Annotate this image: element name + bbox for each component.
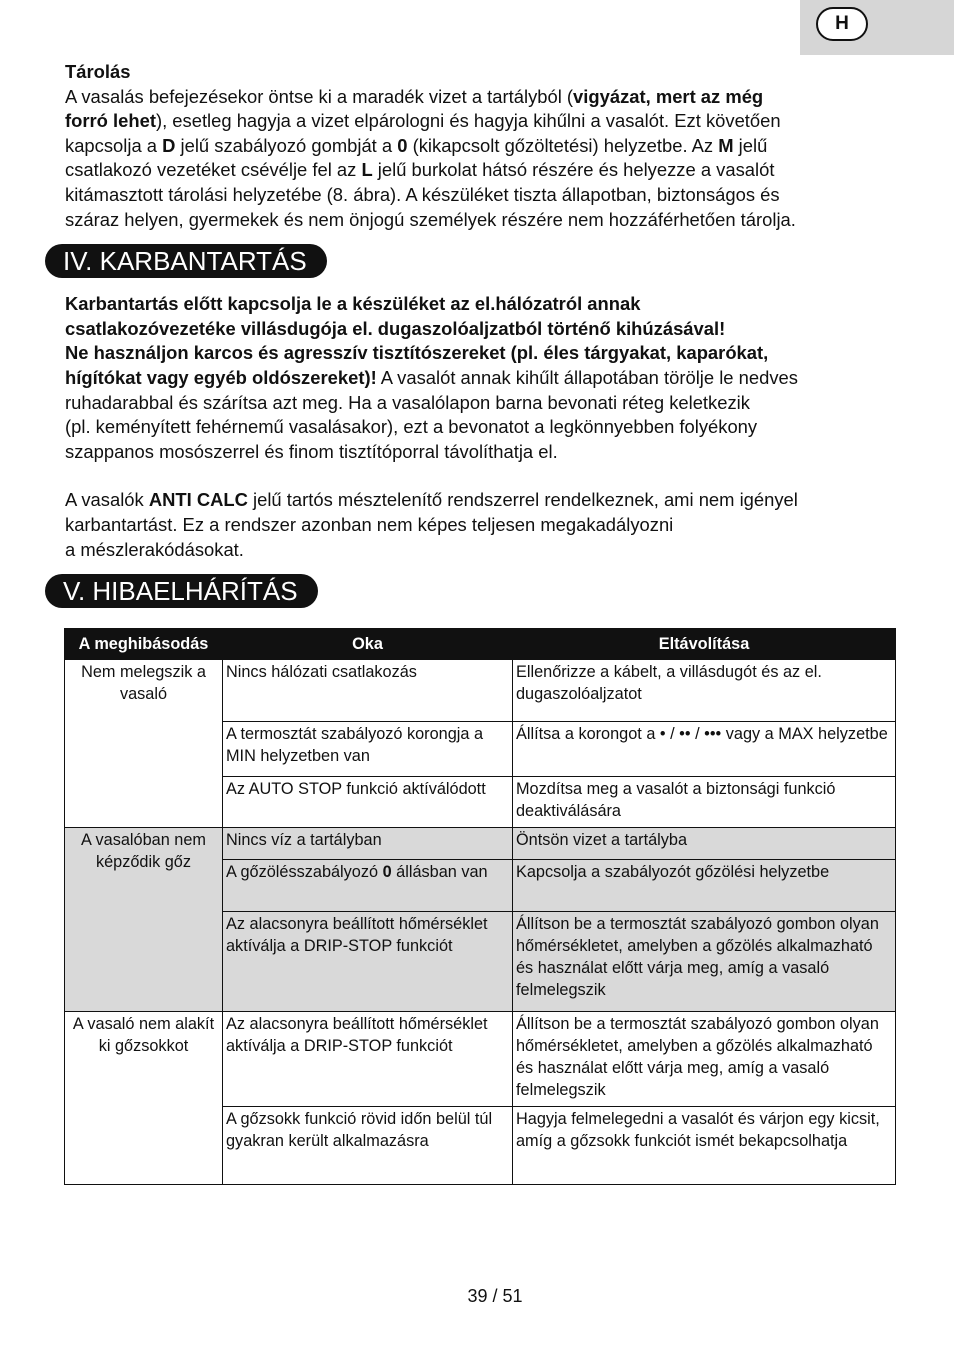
cause-cell: Az alacsonyra beállított hőmérséklet aktíválja a DRIP-STOP funkciót — [223, 912, 513, 1012]
maintenance-text: karbantartást. Ez a rendszer azonban nem képes teljesen megakadályozni — [65, 513, 674, 535]
language-tab — [800, 0, 954, 55]
fix-cell: Állítson be a termosztát szabályozó gombon olyan hőmérsékletet, amelyben a gőzölés alkalmazható és használat előtt várja meg, amíg a vasaló felmelegszik — [513, 912, 896, 1012]
anti-calc-paragraph — [65, 488, 895, 562]
maintenance-text: a mészlerakódásokat. — [65, 538, 244, 560]
cause-cell: Az AUTO STOP funkció aktíválódott — [223, 777, 513, 828]
storage-text: kitámasztott tárolási helyzetébe (8. ábra). A készüléket tiszta állapotban, biztonságos és — [65, 183, 780, 205]
cause-cell: A termosztát szabályozó korongja a MIN helyzetben van — [223, 722, 513, 777]
cause-text: A gőzölésszabályozó — [226, 863, 383, 881]
maintenance-warning: csatlakozóvezetéke villásdugója el. dugaszolóaljzatból történő kihúzásával! — [65, 317, 726, 339]
storage-text: száraz helyen, gyermekek és nem önjogú személyek részére nem hozzáférhetően tárolja. — [65, 208, 796, 230]
cause-cell — [223, 860, 513, 912]
fix-cell: Mozdítsa meg a vasalót a biztonsági funkció deaktiválására — [513, 777, 896, 828]
column-header-cause: Oka — [223, 629, 513, 660]
fix-cell: Állítson be a termosztát szabályozó gombon olyan hőmérsékletet, amelyben a gőzölés alkalmazható és használat előtt várja meg, amíg a vasaló felmelegszik — [513, 1012, 896, 1107]
document-body — [65, 60, 895, 608]
column-header-fix: Eltávolítása — [513, 629, 896, 660]
cause-text: állásban van — [391, 863, 488, 881]
fix-cell: Hagyja felmelegedni a vasalót és várjon egy kicsit, amíg a gőzsokk funkciót ismét bekapcsolhatja — [513, 1107, 896, 1185]
column-header-fault: A meghibásodás — [65, 629, 223, 660]
maintenance-text: ruhadarabbal és szárítsa azt meg. Ha a vasalólapon barna bevonati réteg keletkezik — [65, 391, 750, 413]
table-header-row — [65, 629, 896, 660]
fault-cell: Nem melegszik a vasaló — [65, 660, 223, 828]
maintenance-text: jelű tartós mésztelenítő rendszerrel rendelkeznek, ami nem igényel — [247, 489, 798, 511]
troubleshooting-table — [64, 628, 896, 1185]
control-label-m: M — [718, 134, 734, 156]
control-label-l: L — [361, 159, 373, 181]
maintenance-warning: Ne használjon karcos és agresszív tisztítószereket (pl. éles tárgyakat, kaparókat, — [65, 342, 769, 364]
fix-cell: Ellenőrizze a kábelt, a villásdugót és az el. dugaszolóaljzatot — [513, 660, 896, 722]
storage-text: ), esetleg hagyja a vizet elpárologni és hagyja kihűlni a vasalót. Ezt követően — [155, 110, 781, 132]
maintenance-warning: hígítókat vagy egyéb oldószereket)! — [65, 366, 377, 388]
storage-text: (kikapcsolt gőzöltetési) helyzetbe. Az — [407, 134, 719, 156]
fix-cell: Öntsön vizet a tartályba — [513, 828, 896, 860]
storage-text: jelű szabályozó gombját a — [175, 134, 398, 156]
storage-section — [65, 60, 895, 232]
maintenance-text: (pl. keményített fehérnemű vasalásakor), ezt a bevonatot a legkönnyebben folyékony — [65, 416, 758, 438]
maintenance-heading: IV. KARBANTARTÁS — [45, 244, 327, 278]
control-label-d: D — [162, 134, 176, 156]
maintenance-text: A vasalók — [65, 489, 149, 511]
cause-cell: Nincs hálózati csatlakozás — [223, 660, 513, 722]
storage-warning: vigyázat, mert az még — [573, 85, 764, 107]
maintenance-section — [65, 292, 895, 464]
fix-cell: Kapcsolja a szabályozót gőzölési helyzetbe — [513, 860, 896, 912]
storage-title: Tárolás — [65, 61, 131, 82]
position-zero: 0 — [397, 134, 408, 156]
table-row — [65, 1012, 896, 1107]
maintenance-text: szappanos mosószerrel és finom tisztítóporral távolíthatja el. — [65, 440, 558, 462]
maintenance-warning: Karbantartás előtt kapcsolja le a készüléket az el.hálózatról annak — [65, 293, 641, 315]
table-row — [65, 828, 896, 860]
anti-calc-label: ANTI CALC — [148, 489, 248, 511]
fault-cell: A vasalóban nem képződik gőz — [65, 828, 223, 1012]
storage-text: csatlakozó vezetéket csévélje fel az — [65, 159, 362, 181]
cause-cell: Nincs víz a tartályban — [223, 828, 513, 860]
table-row — [65, 660, 896, 722]
language-badge: H — [816, 7, 868, 41]
storage-warning: forró lehet — [65, 110, 156, 132]
maintenance-text: A vasalót annak kihűlt állapotában törölje le nedves — [376, 366, 798, 388]
storage-text: jelű burkolat hátsó részére és helyezze a vasalót — [372, 159, 775, 181]
storage-text: jelű — [733, 134, 768, 156]
cause-cell: Az alacsonyra beállított hőmérséklet aktíválja a DRIP-STOP funkciót — [223, 1012, 513, 1107]
page-number: 39 / 51 — [467, 1286, 523, 1306]
fault-cell: A vasaló nem alakít ki gőzsokkot — [65, 1012, 223, 1185]
storage-text: kapcsolja a — [65, 134, 163, 156]
troubleshooting-heading: V. HIBAELHÁRÍTÁS — [45, 574, 318, 608]
storage-text: A vasalás befejezésekor öntse ki a maradék vizet a tartályból ( — [65, 85, 574, 107]
position-zero: 0 — [382, 863, 392, 881]
fix-cell: Állítsa a korongot a • / •• / ••• vagy a MAX helyzetbe — [513, 722, 896, 777]
cause-cell: A gőzsokk funkció rövid időn belül túl gyakran került alkalmazásra — [223, 1107, 513, 1185]
